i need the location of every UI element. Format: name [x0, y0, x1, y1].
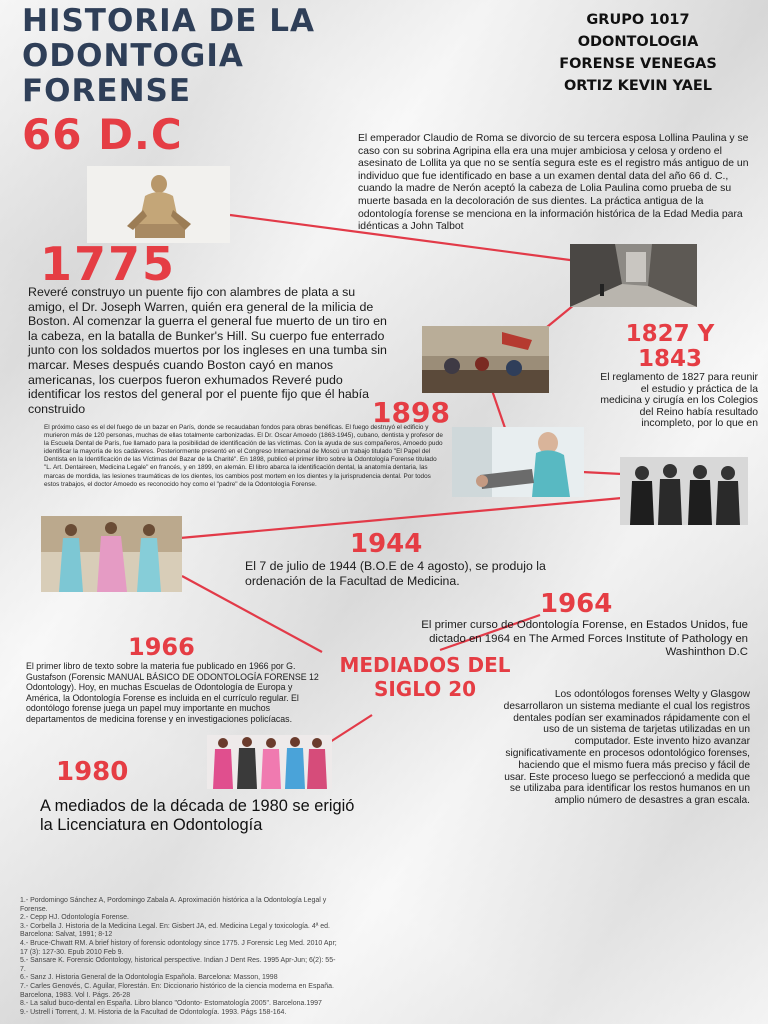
title-line-2: ODONTOGIA: [22, 38, 244, 74]
year-1966: 1966: [128, 633, 195, 661]
page-title: [22, 4, 482, 109]
reference-4: 4.- Bruce-Chwatt RM. A brief history of forensic odontology since 1775. J Forensic Leg Med. 2010 Apr; 17 (3): 127-30. Epub 2010 Feb 9.: [20, 939, 337, 956]
reference-2: 2.- Cepp HJ. Odontología Forense.: [20, 914, 129, 922]
year-66dc: 66 D.C: [22, 110, 183, 159]
text-1827: El reglamento de 1827 para reunir el estudio y práctica de la medicina y cirugía en los Colegios del Reino había resultado incompleto, por lo que en: [600, 372, 758, 430]
text-1775: Reveré construyo un puente fijo con alambres de plata a su amigo, el Dr. Joseph Warren, quién era general de la milicia de Boston. Al comenzar la guerra el general fue muerto de un tiro en la cabeza, en la batalla de Bunker's Hill. Su cuerpo fue enterrado junto con los soldados muertos por los ingleses en una tumba sin marcar. Meses después cuando Boston cayó en manos americanas, los cuerpos fueron exhumados Reveré pudo identificar los restos del general por el puente fijo que él había construido: [28, 285, 387, 416]
line-1898-right: [582, 472, 622, 474]
text-1944: El 7 de julio de 1944 (B.O.E de 4 agosto), se produjo la ordenación de la Facultad de Medicina.: [245, 559, 546, 588]
text-1898: El próximo caso es el del fuego de un bazar en París, donde se recaudaban fondos para obras benéficas. El fuego destruyó el edificio y murieron más de 120 personas, muchas de ellas totalmente carbonizadas. El Dr. Oscar Amoedo (1863-1945), cubano, dentista y profesor de la Escuela Dental de París, fue llamado para la posibilidad de identificación de las víctimas. Con la ayuda de sus compañeros, Amoedo pudo identificar la mayoría de los cadáveres. Posteriormente presentó en el Congreso Internacional de Moscú un trabajo titulado "El Papel del Dentista en la Identificación de las Víctimas del Bazar de la Charité". En 1898, publicó el primer libro sobre la Odontología Forense titulado "L. Art. Dentaireen, Medicina Legale" en francés, y en 1899, en alemán. El libro abarca la identificación dental, la anatomía dentaria, las marcas de mordida, las lesiones traumáticas de los dientes, los cambios post mortem en los dientes y la jurisprudencia dental. Por todos estos trabajos, el doctor Amoedo es reconocido hoy como el "padre" de la Odontología Forense.: [44, 424, 443, 488]
year-1775: 1775: [40, 237, 177, 291]
title-line-3: FORENSE: [22, 73, 192, 109]
fashion-photo-1: [41, 516, 182, 592]
group-line-4: ORTIZ KEVIN YAEL: [563, 78, 713, 94]
text-1980: A mediados de la década de 1980 se erigió la Licenciatura en Odontología: [40, 797, 355, 835]
siglo-line-2: SIGLO 20: [373, 677, 477, 701]
text-1964: El primer curso de Odontología Forense, en Estados Unidos, fue dictado en 1964 en The Armed Forces Institute of Pathology en Washinthon D.C: [421, 619, 748, 659]
reference-1: 1.- Pordomingo Sánchez A, Pordomingo Zabala A. Aproximación histórica a la Odontología Legal y Forense.: [20, 897, 327, 913]
text-66dc: El emperador Claudio de Roma se divorcio de su tercera esposa Lollina Paulina y se caso con su sobrina Agripina ella era una mujer ambiciosa y celosa y ordeno el asesinato de Lollita ya que no se sentía segura este es el registro más antiguo de un individuo que fue identificado en base a un examen dental data del año 66 d. C., cuando la madre de Nerón aceptó la cabeza de Lolia Paulina como prueba de su muerte basada en la decoloración de sus dientes. La práctica antigua de la odontología forense se menciona en la información histórica de la Edad Media para idénticas a John Talbot: [358, 133, 749, 233]
reference-3: 3.- Corbella J. Historia de la Medicina Legal. En: Gisbert JA, ed. Medicina Legal y toxicología. 4ª ed. Barcelona: Salvat, 1991; 8-12: [20, 922, 330, 939]
group-line-2: ODONTOLOGIA: [577, 34, 699, 50]
year-1827-line-1: 1827 Y: [625, 321, 715, 347]
statue-photo: [87, 166, 230, 243]
fashion-photo-2: [207, 735, 332, 789]
siglo-line-1: MEDIADOS DEL: [339, 653, 511, 677]
reference-5: 5.- Sansare K. Forensic Odontology, historical perspective. Indian J Dent Res. 1995 Apr-Jun; 6(2): 55-7.: [20, 957, 336, 973]
group-line-3: FORENSE VENEGAS: [559, 56, 717, 72]
battle-painting: [422, 326, 549, 393]
group-info: [520, 9, 756, 97]
text-1966: El primer libro de texto sobre la materia fue publicado en 1966 por G. Gustafson (Forensic MANUAL BÁSICO DE ODONTOLOGÍA FORENSE 12 Odontology). Hoy, en muchas Escuelas de Odontología de Europa y América, la Odontología Forense es incluida en el currículo regular. El odontólogo forense juega un papel muy importante en muchos departamentos de medicina forense y en investigaciones policíacas.: [26, 661, 319, 724]
year-1827-line-2: 1843: [637, 346, 702, 372]
reference-8: 8.- La salud buco-dental en España. Libro blanco "Odonto- Estomatología 2005". Barcelona.1997: [20, 1000, 322, 1008]
reference-7: 7.- Carles Genovés, C. Aguilar, Florestán. En: Diccionario histórico de la ciencia moderna en España. Barcelona, 1983. Vol I. Págs. 26-28: [20, 982, 334, 999]
street-photo: [570, 244, 697, 307]
line-siglo-to-1980: [330, 715, 372, 742]
year-1827-1843: [600, 322, 740, 372]
year-1980: 1980: [56, 757, 129, 787]
reference-9: 9.- Ustrell i Torrent, J. M. Historia de la Facultad de Odontología. 1993. Págs 158-164.: [20, 1008, 287, 1016]
references: [20, 897, 340, 1017]
title-line-1: HISTORIA DE LA: [22, 3, 315, 39]
year-1898: 1898: [372, 396, 450, 429]
dentist-photo: [452, 427, 584, 497]
group-photo-bw: [620, 457, 748, 525]
year-1964: 1964: [540, 589, 613, 619]
reference-6: 6.- Sanz J. Historia General de la Odontología Española. Barcelona: Masson, 1998: [20, 974, 278, 982]
year-1944: 1944: [350, 529, 423, 559]
text-mediados-siglo-20: Los odontólogos forenses Welty y Glasgow desarrollaron un sistema mediante el cual los registros dentales podían ser examinados rápidamente con el uso de un sistema de tarjetas utilizadas en un computador. Este invento hizo avanzar significativamente en procesos odontológico forenses, haciendo que el mismo fuera más preciso y fácil de usar. Este proceso luego se perfeccionó a medida que se utilizaba para identificar los restos humanos en un amplio número de desastres a gran escala.: [503, 689, 750, 807]
group-line-1: GRUPO 1017: [586, 12, 690, 28]
